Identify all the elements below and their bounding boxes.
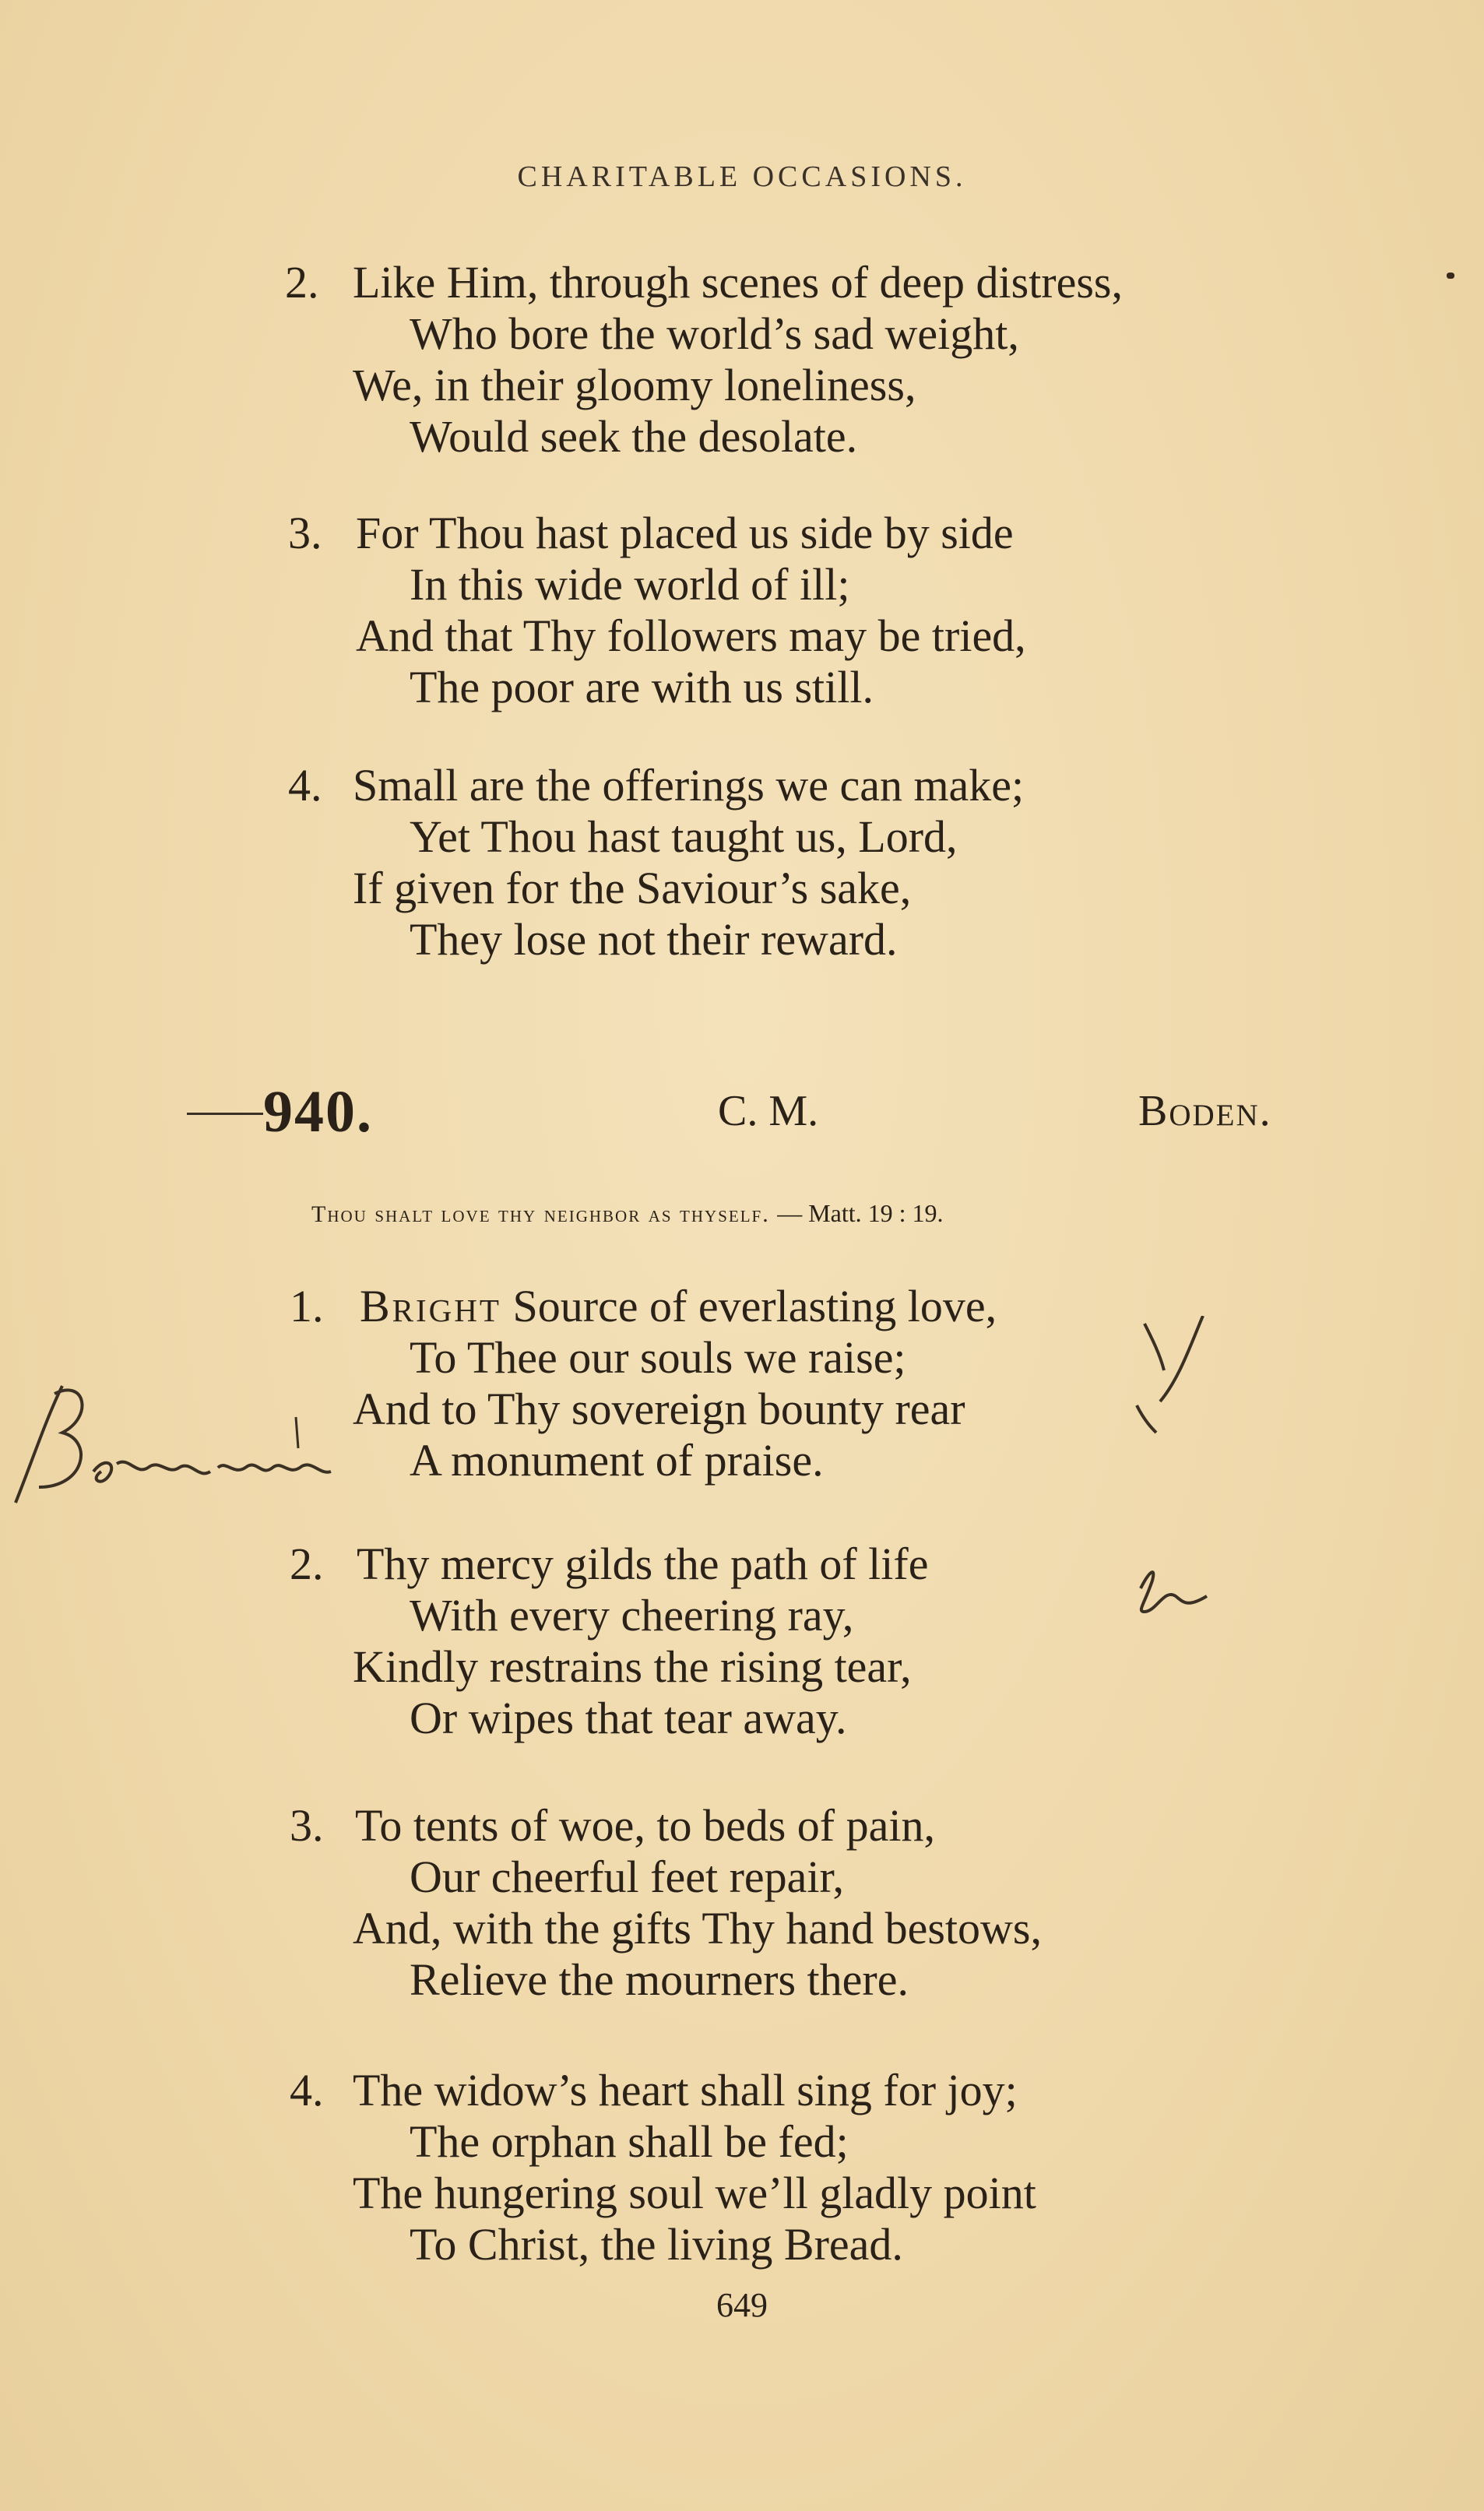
stanza-line: Our cheerful feet repair, bbox=[410, 1852, 844, 1902]
stanza-line: Small are the offerings we can make; bbox=[353, 760, 1025, 811]
stanza-line: The poor are with us still. bbox=[410, 662, 874, 712]
stanza-number: 2. bbox=[285, 257, 319, 308]
stanza-line: We, in their gloomy loneliness, bbox=[353, 360, 916, 410]
stanza-number: 3. bbox=[288, 508, 322, 558]
stanza-line: And, with the gifts Thy hand bestows, bbox=[353, 1903, 1042, 1954]
running-head: CHARITABLE OCCASIONS. bbox=[517, 160, 967, 193]
stanza-number: 4. bbox=[290, 2065, 324, 2115]
hymn-number: 940. bbox=[263, 1079, 373, 1145]
stanza-line: Who bore the world’s sad weight, bbox=[410, 308, 1019, 359]
stanza-line: The hungering soul we’ll gladly point bbox=[353, 2168, 1036, 2218]
hymn-heading bbox=[0, 1078, 1484, 1148]
stanza-line: Would seek the desolate. bbox=[410, 411, 858, 462]
stanza-number: 1. bbox=[290, 1281, 324, 1331]
stanza-number: 2. bbox=[290, 1539, 324, 1589]
stanza-line: For Thou hast placed us side by side bbox=[356, 508, 1014, 558]
tune-name: Boden. bbox=[1138, 1087, 1272, 1135]
stanza-line: A monument of praise. bbox=[410, 1435, 824, 1486]
stanza-line: To Christ, the living Bread. bbox=[410, 2219, 903, 2270]
handwritten-annotation-right bbox=[1129, 1316, 1238, 1643]
heading-dash bbox=[187, 1113, 263, 1115]
scripture-epigraph bbox=[311, 1199, 944, 1228]
stanza-line: To tents of woe, to beds of pain, bbox=[355, 1800, 935, 1851]
stanza-line: And that Thy followers may be tried, bbox=[356, 610, 1026, 661]
stanza-line: The widow’s heart shall sing for joy; bbox=[353, 2065, 1018, 2115]
stanza-line: Like Him, through scenes of deep distress, bbox=[353, 257, 1124, 308]
handwritten-annotation-left bbox=[0, 1370, 374, 1510]
first-word-small-caps: Bright bbox=[360, 1281, 501, 1331]
stanza-line: In this wide world of ill; bbox=[410, 559, 850, 610]
stanza-line: Relieve the mourners there. bbox=[410, 1954, 909, 2005]
stanza-line: The orphan shall be fed; bbox=[410, 2116, 849, 2167]
epigraph-reference: — Matt. 19 : 19. bbox=[777, 1199, 944, 1227]
epigraph-text: Thou shalt love thy neighbor as thyself. bbox=[311, 1201, 770, 1227]
stanza-line: With every cheering ray, bbox=[410, 1590, 854, 1641]
stanza-line: Bright Source of everlasting love, bbox=[360, 1281, 997, 1331]
stanza-line: Or wipes that tear away. bbox=[410, 1693, 847, 1743]
ink-speck bbox=[1447, 273, 1454, 279]
stanza-line: To Thee our souls we raise; bbox=[410, 1332, 906, 1383]
stanza-number: 4. bbox=[288, 760, 322, 811]
page-number: 649 bbox=[716, 2286, 768, 2324]
stanza-line: Kindly restrains the rising tear, bbox=[353, 1641, 912, 1692]
hymn-meter: C. M. bbox=[718, 1087, 819, 1135]
stanza-line: Thy mercy gilds the path of life bbox=[357, 1539, 929, 1589]
stanza-number: 3. bbox=[290, 1800, 324, 1851]
stanza-line: And to Thy sovereign bounty rear bbox=[353, 1384, 965, 1434]
stanza-line: They lose not their reward. bbox=[410, 914, 898, 965]
stanza-line: Yet Thou hast taught us, Lord, bbox=[410, 811, 958, 862]
stanza-line: If given for the Saviour’s sake, bbox=[353, 863, 912, 913]
